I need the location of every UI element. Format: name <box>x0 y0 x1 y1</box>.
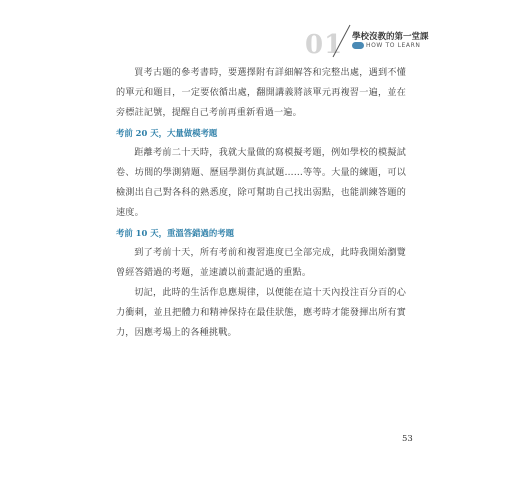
paragraph-2: 距離考前二十天時，我就大量做的寫模擬考題，例如學校的模擬試卷、坊間的學測猜題、歷屆學測仿真試題……等等。大量的練題，可以檢測出自己對各科的熟悉度，除可幫助自己找出弱點，也能訓練答題的速度。 <box>116 148 406 218</box>
page-content <box>116 63 406 343</box>
paragraph-3: 到了考前十天，所有考前和複習進度已全部完成，此時我開始瀏覽曾經答錯過的考題，並速讀以前畫記過的重點。 <box>116 248 406 278</box>
section-heading-1: 考前 20 天，大量做模考題 <box>116 128 218 138</box>
chapter-subtitle: HOW TO LEARN <box>366 42 421 49</box>
chapter-title: 學校沒教的第一堂課 <box>352 32 429 42</box>
chapter-number: 01 <box>305 30 344 60</box>
page-number: 53 <box>402 434 413 444</box>
paragraph-4: 切記，此時的生活作息應規律，以便能在這十天內投注百分百的心力衝刺，並且把體力和精神保持在最佳狀態，應考時才能發揮出所有實力，因應考場上的各種挑戰。 <box>116 288 406 338</box>
paragraph-1: 買考古題的參考書時，要選擇附有詳細解答和完整出處，遇到不懂的單元和題目，一定要依循出處，翻開講義將該單元再複習一遍，並在旁標註記號，提醒自己考前再重新看過一遍。 <box>116 68 406 118</box>
chapter-subtitle-row <box>352 42 420 49</box>
divider-slash-icon <box>330 24 352 58</box>
page-header <box>0 0 520 60</box>
learn-badge-icon <box>352 42 364 49</box>
section-heading-2: 考前 10 天，重溫答錯過的考題 <box>116 228 234 238</box>
